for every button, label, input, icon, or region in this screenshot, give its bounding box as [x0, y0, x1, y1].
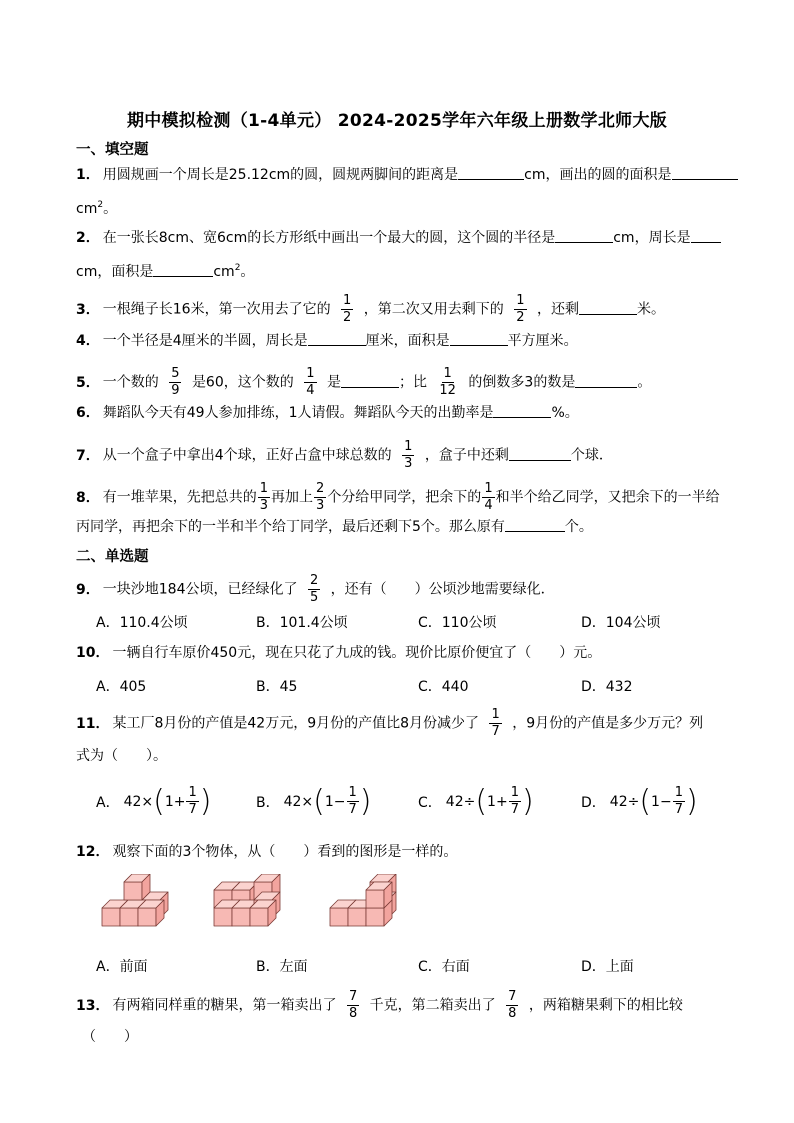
- question-text: 个。: [564, 519, 593, 535]
- question-3: [76, 294, 665, 325]
- option-c[interactable]: C．440: [418, 679, 469, 695]
- option-b[interactable]: B． 42× ( 1− $\frac{1}{7}$ ): [256, 783, 372, 819]
- fraction: $\frac{7}{8}$: [508, 989, 517, 1021]
- answer-blank[interactable]: [579, 300, 637, 315]
- question-text: ；比: [398, 374, 427, 391]
- cube-figure-3: [326, 874, 408, 938]
- question-number: 12．: [76, 844, 110, 860]
- cube-figure-1: [98, 874, 180, 938]
- question-number: 13．: [76, 997, 110, 1014]
- question-13-cont: [82, 1027, 138, 1047]
- question-1-cont: [76, 195, 117, 219]
- question-number: 10．: [76, 645, 110, 661]
- page-title: 期中模拟检测（1-4单元） 2024-2025学年六年级上册数学北师大版: [126, 111, 668, 131]
- question-text: 再加上: [271, 489, 314, 506]
- answer-blank[interactable]: [691, 228, 721, 243]
- question-text: 一辆自行车原价450元，现在只花了九成的钱。现价比原价便宜了（ ）元。: [112, 645, 602, 661]
- question-text: 个球．: [570, 447, 613, 464]
- superscript: 2: [234, 263, 241, 273]
- question-8-cont: [76, 517, 593, 537]
- fraction: $\frac{2}{3}$: [316, 481, 325, 513]
- fraction: $\frac{1}{2}$: [516, 293, 525, 325]
- unit-cube: [366, 882, 392, 908]
- fraction: $\frac{1}{3}$: [404, 439, 413, 471]
- question-text: 个分给甲同学，把余下的: [327, 489, 482, 506]
- question-text: 某工厂8月份的产值是42万元，9月份的产值比8月份减少了: [112, 715, 480, 732]
- question-12: [76, 842, 457, 862]
- answer-blank[interactable]: [153, 262, 213, 277]
- fraction: $\frac{7}{8}$: [348, 989, 358, 1021]
- section-fill-blank: 一、填空题: [76, 142, 149, 158]
- question-number: 5．: [76, 374, 100, 391]
- question-text: 是: [326, 374, 341, 391]
- option-d[interactable]: D．104公顷: [581, 615, 661, 631]
- question-text: cm，面积是: [76, 264, 154, 280]
- question-text: 观察下面的3个物体，从（ ）看到的图形是一样的。: [112, 844, 458, 860]
- question-text: 。: [637, 374, 652, 391]
- question-10: [76, 643, 601, 663]
- answer-blank[interactable]: [341, 373, 399, 388]
- question-text: ，第二次又用去剩下的: [363, 301, 504, 318]
- question-text: 厘米，面积是: [365, 333, 450, 349]
- option-c[interactable]: C．右面: [418, 959, 470, 975]
- question-6: [76, 403, 579, 423]
- option-d[interactable]: D．432: [581, 679, 633, 695]
- question-text: 舞蹈队今天有49人参加排练，1人请假。舞蹈队今天的出勤率是: [102, 405, 494, 421]
- option-a[interactable]: A．405: [96, 679, 147, 695]
- option-d[interactable]: D．上面: [581, 959, 634, 975]
- question-text: 米。: [636, 301, 665, 318]
- question-text: 从一个盒子中拿出4个球，正好占盒中球总数的: [102, 447, 392, 464]
- question-text: ，两箱糖果剩下的相比较: [528, 997, 683, 1014]
- question-number: 3．: [76, 301, 100, 318]
- question-text: ，盒子中还剩: [424, 447, 509, 464]
- answer-blank[interactable]: [555, 228, 613, 243]
- question-text: 的倒数多3的数是: [468, 374, 576, 391]
- fraction: $\frac{2}{5}$: [309, 573, 319, 605]
- question-number: 1．: [76, 167, 100, 183]
- question-text: 和半个给乙同学，又把余下的一半给: [495, 489, 720, 506]
- question-text: 是60，这个数的: [191, 374, 294, 391]
- question-number: 7．: [76, 447, 100, 464]
- question-text: 一块沙地184公顷，已经绿化了: [102, 581, 298, 598]
- answer-blank[interactable]: [493, 403, 551, 418]
- question-text: cm，周长是: [613, 230, 691, 246]
- fraction: $\frac{1}{3}$: [259, 481, 269, 513]
- answer-blank[interactable]: [458, 165, 524, 180]
- question-text: 用圆规画一个周长是25.12cm的圆，圆规两脚间的距离是: [102, 167, 459, 183]
- question-text: cm，画出的圆的面积是: [524, 167, 672, 183]
- question-text: %。: [551, 405, 579, 421]
- question-13: [76, 990, 683, 1021]
- question-2-cont: [76, 258, 254, 282]
- answer-blank[interactable]: [575, 373, 637, 388]
- question-4: [76, 331, 578, 351]
- question-text: ，9月份的产值是多少万元？列: [512, 715, 704, 732]
- answer-parentheses[interactable]: （ ）: [82, 1029, 138, 1045]
- answer-blank[interactable]: [509, 446, 571, 461]
- fraction: $\frac{1}{12}$: [439, 366, 456, 398]
- question-9: [76, 574, 555, 605]
- unit-cube: [250, 900, 276, 926]
- question-5: [76, 367, 651, 398]
- answer-blank[interactable]: [505, 517, 565, 532]
- option-d[interactable]: D． 42÷ ( 1− $\frac{1}{7}$ ): [581, 783, 698, 819]
- fraction: $\frac{1}{2}$: [343, 293, 352, 325]
- unit-cube: [138, 900, 164, 926]
- cube-figure-2: [210, 874, 292, 938]
- question-text: 有两箱同样重的糖果，第一箱卖出了: [112, 997, 337, 1014]
- question-text: 式为（ ）。: [76, 748, 167, 764]
- question-text: 。: [103, 201, 118, 217]
- option-b[interactable]: B．45: [256, 679, 298, 695]
- question-11: [76, 708, 703, 739]
- unit-text: cm: [213, 264, 235, 280]
- fraction: $\frac{1}{4}$: [484, 481, 493, 513]
- question-text: 千克，第二箱卖出了: [369, 997, 496, 1014]
- answer-blank[interactable]: [672, 165, 738, 180]
- question-text: 一个半径是4厘米的半圆，周长是: [102, 333, 308, 349]
- option-c[interactable]: C． 42÷ ( 1+ $\frac{1}{7}$ ): [418, 783, 534, 819]
- option-c[interactable]: C．110公顷: [418, 615, 497, 631]
- question-number: 6．: [76, 405, 100, 421]
- question-text: 一根绳子长16米，第一次用去了它的: [102, 301, 331, 318]
- option-b[interactable]: B．左面: [256, 959, 308, 975]
- question-text: 有一堆苹果，先把总共的: [102, 489, 257, 506]
- superscript: 2: [97, 200, 104, 210]
- question-number: 4．: [76, 333, 100, 349]
- question-text: 平方厘米。: [507, 333, 578, 349]
- unit-text: cm: [76, 201, 98, 217]
- question-number: 9．: [76, 581, 100, 598]
- question-text: 丙同学，再把余下的一半和半个给丁同学，最后还剩下5个。那么原有: [76, 519, 505, 535]
- question-text: ，还剩: [536, 301, 579, 318]
- question-number: 2．: [76, 230, 100, 246]
- option-b[interactable]: B．101.4公顷: [256, 615, 348, 631]
- answer-blank[interactable]: [308, 331, 366, 346]
- answer-blank[interactable]: [450, 331, 508, 346]
- question-text: 一个数的: [102, 374, 159, 391]
- question-8: [76, 482, 720, 513]
- question-number: 11．: [76, 715, 110, 732]
- option-a[interactable]: A．前面: [96, 959, 148, 975]
- unit-cube: [124, 874, 150, 900]
- question-1: [76, 165, 738, 185]
- question-11-cont: [76, 746, 167, 766]
- question-text: ，还有（ ）公顷沙地需要绿化．: [330, 581, 555, 598]
- question-2: [76, 228, 721, 248]
- question-7: [76, 440, 613, 471]
- option-a[interactable]: A．110.4公顷: [96, 615, 188, 631]
- question-text: 。: [240, 264, 255, 280]
- fraction: $\frac{1}{7}$: [491, 707, 500, 739]
- question-number: 8．: [76, 489, 100, 506]
- question-text: 在一张长8cm、宽6cm的长方形纸中画出一个最大的圆，这个圆的半径是: [102, 230, 556, 246]
- section-single-choice: 二、单选题: [76, 549, 149, 565]
- fraction: $\frac{5}{9}$: [171, 366, 180, 398]
- fraction: $\frac{1}{4}$: [306, 366, 315, 398]
- option-a[interactable]: A． 42× ( 1+ $\frac{1}{7}$ ): [96, 783, 212, 819]
